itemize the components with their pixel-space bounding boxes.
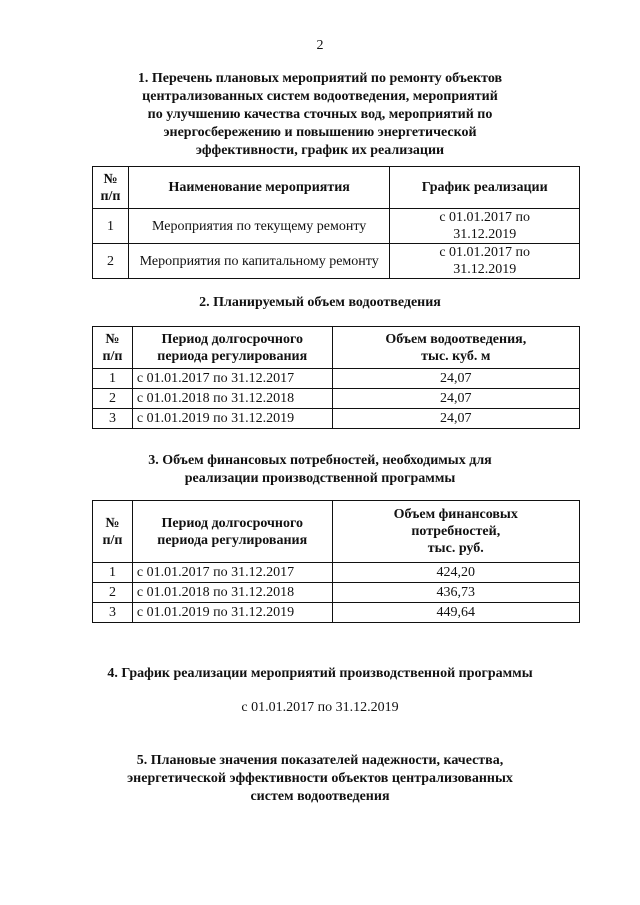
row-value: 24,07 (332, 389, 579, 409)
schedule-line: 31.12.2019 (453, 262, 517, 277)
schedule-line: 31.12.2019 (453, 227, 517, 242)
header-line: п/п (102, 532, 123, 548)
row-num: 1 (93, 209, 129, 244)
table-row (93, 244, 580, 279)
activities-table (92, 166, 580, 279)
header-num (93, 501, 133, 563)
table-row (93, 563, 580, 583)
row-num: 2 (93, 389, 133, 409)
row-period: с 01.01.2017 по 31.12.2017 (132, 369, 332, 389)
header-line: п/п (102, 348, 123, 364)
header-line: Объем водоотведения, (385, 331, 527, 347)
wastewater-volume-table (92, 326, 580, 429)
header-activity-name: Наименование мероприятия (128, 167, 389, 209)
table-header-row (93, 327, 580, 369)
row-period: с 01.01.2018 по 31.12.2018 (132, 583, 332, 603)
title-line: по улучшению качества сточных вод, мероприятий по (147, 107, 493, 122)
row-activity-name: Мероприятия по текущему ремонту (128, 209, 389, 244)
row-value: 24,07 (332, 409, 579, 429)
table-row (93, 603, 580, 623)
header-line: № (105, 515, 120, 531)
row-value: 449,64 (332, 603, 579, 623)
row-num: 3 (93, 409, 133, 429)
row-value: 24,07 (332, 369, 579, 389)
header-num: № п/п (93, 167, 129, 209)
table-row (93, 369, 580, 389)
header-line: периода регулирования (157, 348, 308, 364)
header-schedule: График реализации (390, 167, 580, 209)
header-period (132, 501, 332, 563)
row-schedule (390, 244, 580, 279)
row-value: 436,73 (332, 583, 579, 603)
title-line: эффективности, график их реализации (195, 143, 445, 158)
row-num: 3 (93, 603, 133, 623)
schedule-line: с 01.01.2017 по (439, 210, 531, 225)
table-row (93, 209, 580, 244)
row-num: 1 (93, 369, 133, 389)
title-line: реализации производственной программы (184, 471, 456, 486)
page-number: 2 (316, 38, 324, 53)
section-5-title (0, 752, 640, 806)
title-line: систем водоотведения (250, 789, 390, 804)
header-period (132, 327, 332, 369)
row-num: 1 (93, 563, 133, 583)
header-finance (332, 501, 579, 563)
title-line: централизованных систем водоотведения, мероприятий (142, 89, 498, 104)
section-4-title (0, 665, 640, 683)
title-line: 5. Плановые значения показателей надежности, качества, (136, 753, 504, 768)
title-line: 3. Объем финансовых потребностей, необходимых для (148, 453, 492, 468)
section-1-title (0, 70, 640, 160)
row-period: с 01.01.2018 по 31.12.2018 (132, 389, 332, 409)
row-num: 2 (93, 583, 133, 603)
table-row (93, 583, 580, 603)
header-line: № (105, 331, 120, 347)
header-line: тыс. куб. м (421, 348, 491, 364)
header-line: Период долгосрочного (161, 515, 303, 531)
table-row (93, 389, 580, 409)
title-line: энергосбережению и повышению энергетической (163, 125, 477, 140)
table-header-row (93, 167, 580, 209)
row-period: с 01.01.2019 по 31.12.2019 (132, 603, 332, 623)
header-line: Период долгосрочного (161, 331, 303, 347)
title-line: 4. График реализации мероприятий производственной программы (107, 666, 533, 681)
table-row (93, 409, 580, 429)
header-line: Объем финансовых (393, 507, 518, 522)
section-3-title (0, 452, 640, 488)
financial-needs-table (92, 500, 580, 623)
row-activity-name: Мероприятия по капитальному ремонту (128, 244, 389, 279)
table-header-row (93, 501, 580, 563)
row-value: 424,20 (332, 563, 579, 583)
section-2-title (0, 294, 640, 312)
row-period: с 01.01.2017 по 31.12.2017 (132, 563, 332, 583)
schedule-line: с 01.01.2017 по (439, 245, 531, 260)
title-line: энергетической эффективности объектов централизованных (127, 771, 513, 786)
row-schedule (390, 209, 580, 244)
header-line: тыс. руб. (427, 541, 484, 556)
header-num (93, 327, 133, 369)
title-line: 1. Перечень плановых мероприятий по ремонту объектов (137, 71, 503, 86)
header-line: периода регулирования (157, 532, 308, 548)
header-volume (332, 327, 579, 369)
row-num: 2 (93, 244, 129, 279)
row-period: с 01.01.2019 по 31.12.2019 (132, 409, 332, 429)
title-line: 2. Планируемый объем водоотведения (199, 295, 441, 310)
header-line: потребностей, (411, 524, 501, 539)
section-4-period: с 01.01.2017 по 31.12.2019 (241, 700, 399, 715)
